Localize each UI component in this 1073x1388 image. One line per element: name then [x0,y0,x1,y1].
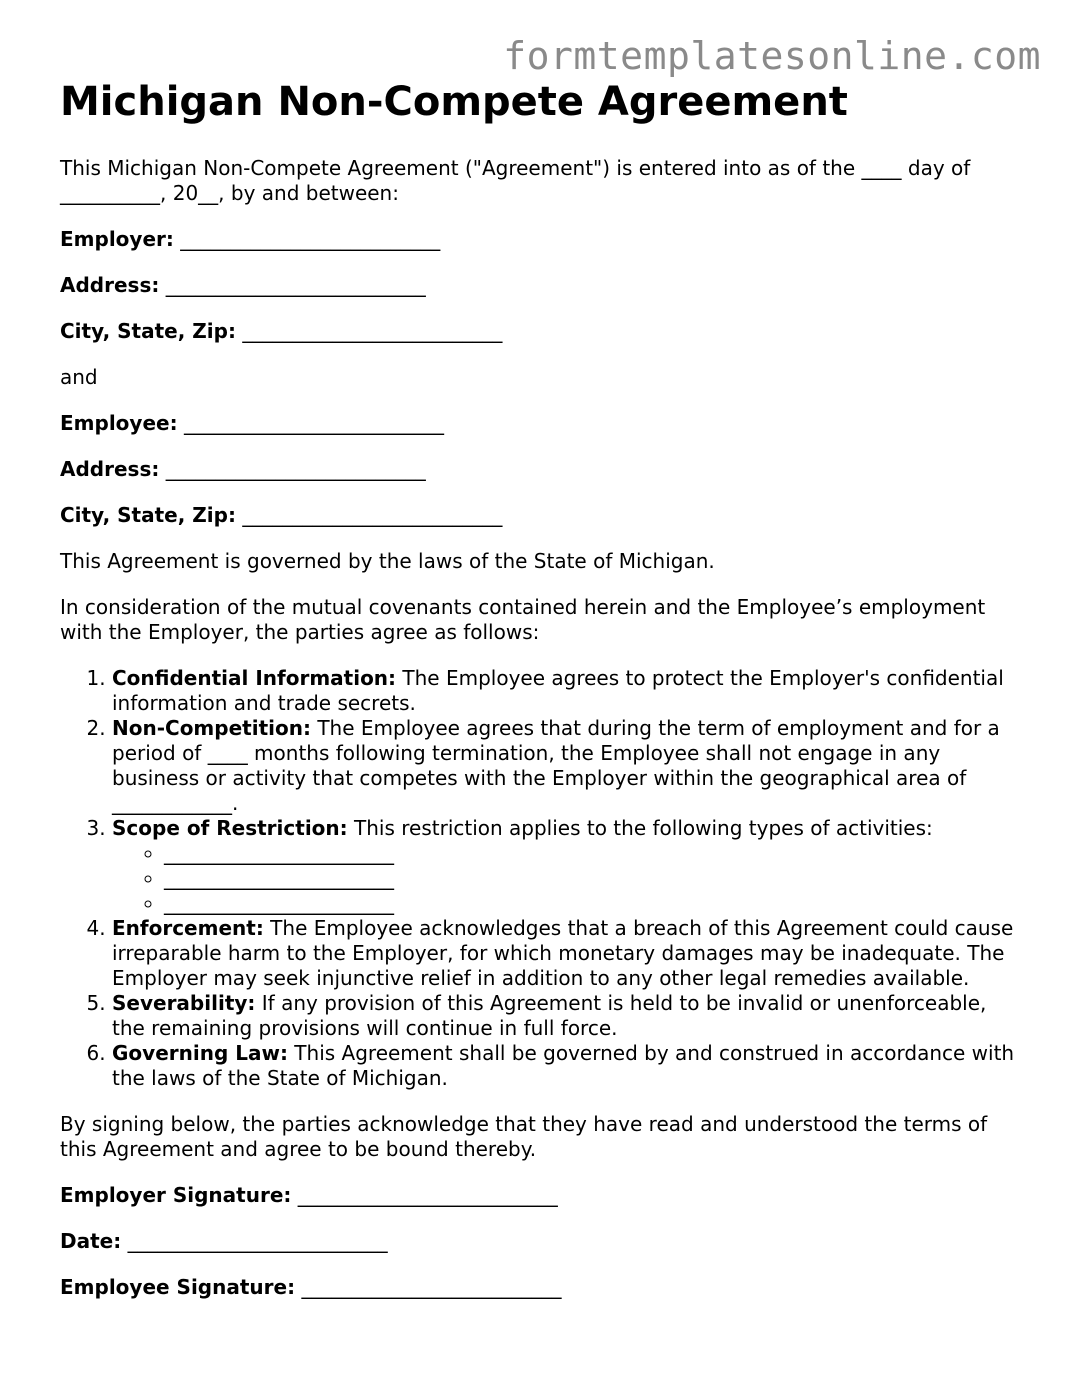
clause-title: Confidential Information: [112,666,397,690]
employer-name-field[interactable] [60,227,1020,252]
field-blank: __________________________ [301,1275,562,1299]
consideration-paragraph: In consideration of the mutual covenants contained herein and the Employee’s employment with the Employer, the parties agree as follows: [60,595,986,644]
field-label: Date: [60,1229,122,1253]
intro-paragraph: This Michigan Non-Compete Agreement ("Agreement") is entered into as of the ____ day of __________, 20__, by and between: [60,156,971,205]
field-blank: __________________________ [183,411,444,435]
clause-item [112,666,1020,716]
employee-city-field[interactable] [60,503,1020,528]
employer-address-field[interactable] [60,273,1020,298]
employee-address-field[interactable] [60,457,1020,482]
field-blank: __________________________ [180,227,441,251]
clause-item [112,716,1020,816]
field-blank: __________________________ [297,1183,558,1207]
field-label: Employee: [60,411,178,435]
employer-signature-field[interactable] [60,1183,1020,1208]
document-body [60,76,1020,1321]
clause-title: Governing Law: [112,1041,288,1065]
clause-title: Severability: [112,991,256,1015]
field-label: Address: [60,273,160,297]
clause-text: This restriction applies to the following types of activities: [347,816,933,840]
governed-paragraph: This Agreement is governed by the laws of the State of Michigan. [60,549,715,573]
field-label: Address: [60,457,160,481]
activities-list [112,841,1020,916]
clause-text: The Employee agrees that during the term of employment and for a period of ____ months following termination, the Employee shall not engage in any business or activity that competes with the Employer within the geographical area of ____________. [112,716,1000,815]
activity-blank[interactable]: ◦ _______________________ [164,841,1020,866]
clauses-list [60,666,1020,1091]
field-label: Employer: [60,227,174,251]
clause-item [112,991,1020,1041]
clause-text: The Employee acknowledges that a breach of this Agreement could cause irreparable harm to the Employer, for which monetary damages may be inadequate. The Employer may seek injunctive relief in addition to any other legal remedies available. [112,916,1014,990]
field-blank: __________________________ [127,1229,388,1253]
field-blank: __________________________ [242,503,503,527]
clause-title: Enforcement: [112,916,264,940]
activity-blank[interactable]: ◦ _______________________ [164,866,1020,891]
watermark: formtemplatesonline.com [503,34,1041,78]
clause-item [112,816,1020,916]
and-text: and [60,365,98,389]
clause-item [112,916,1020,991]
clause-text: The Employee agrees to protect the Employer's confidential information and trade secrets. [112,666,1004,715]
clause-text: If any provision of this Agreement is held to be invalid or unenforceable, the remaining provisions will continue in full force. [112,991,987,1040]
field-label: City, State, Zip: [60,319,236,343]
field-blank: __________________________ [165,457,426,481]
employer-city-field[interactable] [60,319,1020,344]
closing-paragraph: By signing below, the parties acknowledge that they have read and understood the terms of this Agreement and agree to be bound thereby. [60,1112,988,1161]
field-label: Employer Signature: [60,1183,292,1207]
date-field[interactable] [60,1229,1020,1254]
field-label: City, State, Zip: [60,503,236,527]
field-label: Employee Signature: [60,1275,296,1299]
clause-item [112,1041,1020,1091]
employee-name-field[interactable] [60,411,1020,436]
field-blank: __________________________ [165,273,426,297]
document-title: Michigan Non-Compete Agreement [60,79,848,125]
field-blank: __________________________ [242,319,503,343]
clause-title: Non-Competition: [112,716,311,740]
activity-blank[interactable]: ◦ _______________________ [164,891,1020,916]
clause-text: This Agreement shall be governed by and construed in accordance with the laws of the State of Michigan. [112,1041,1015,1090]
clause-title: Scope of Restriction: [112,816,348,840]
employee-signature-field[interactable] [60,1275,1020,1300]
